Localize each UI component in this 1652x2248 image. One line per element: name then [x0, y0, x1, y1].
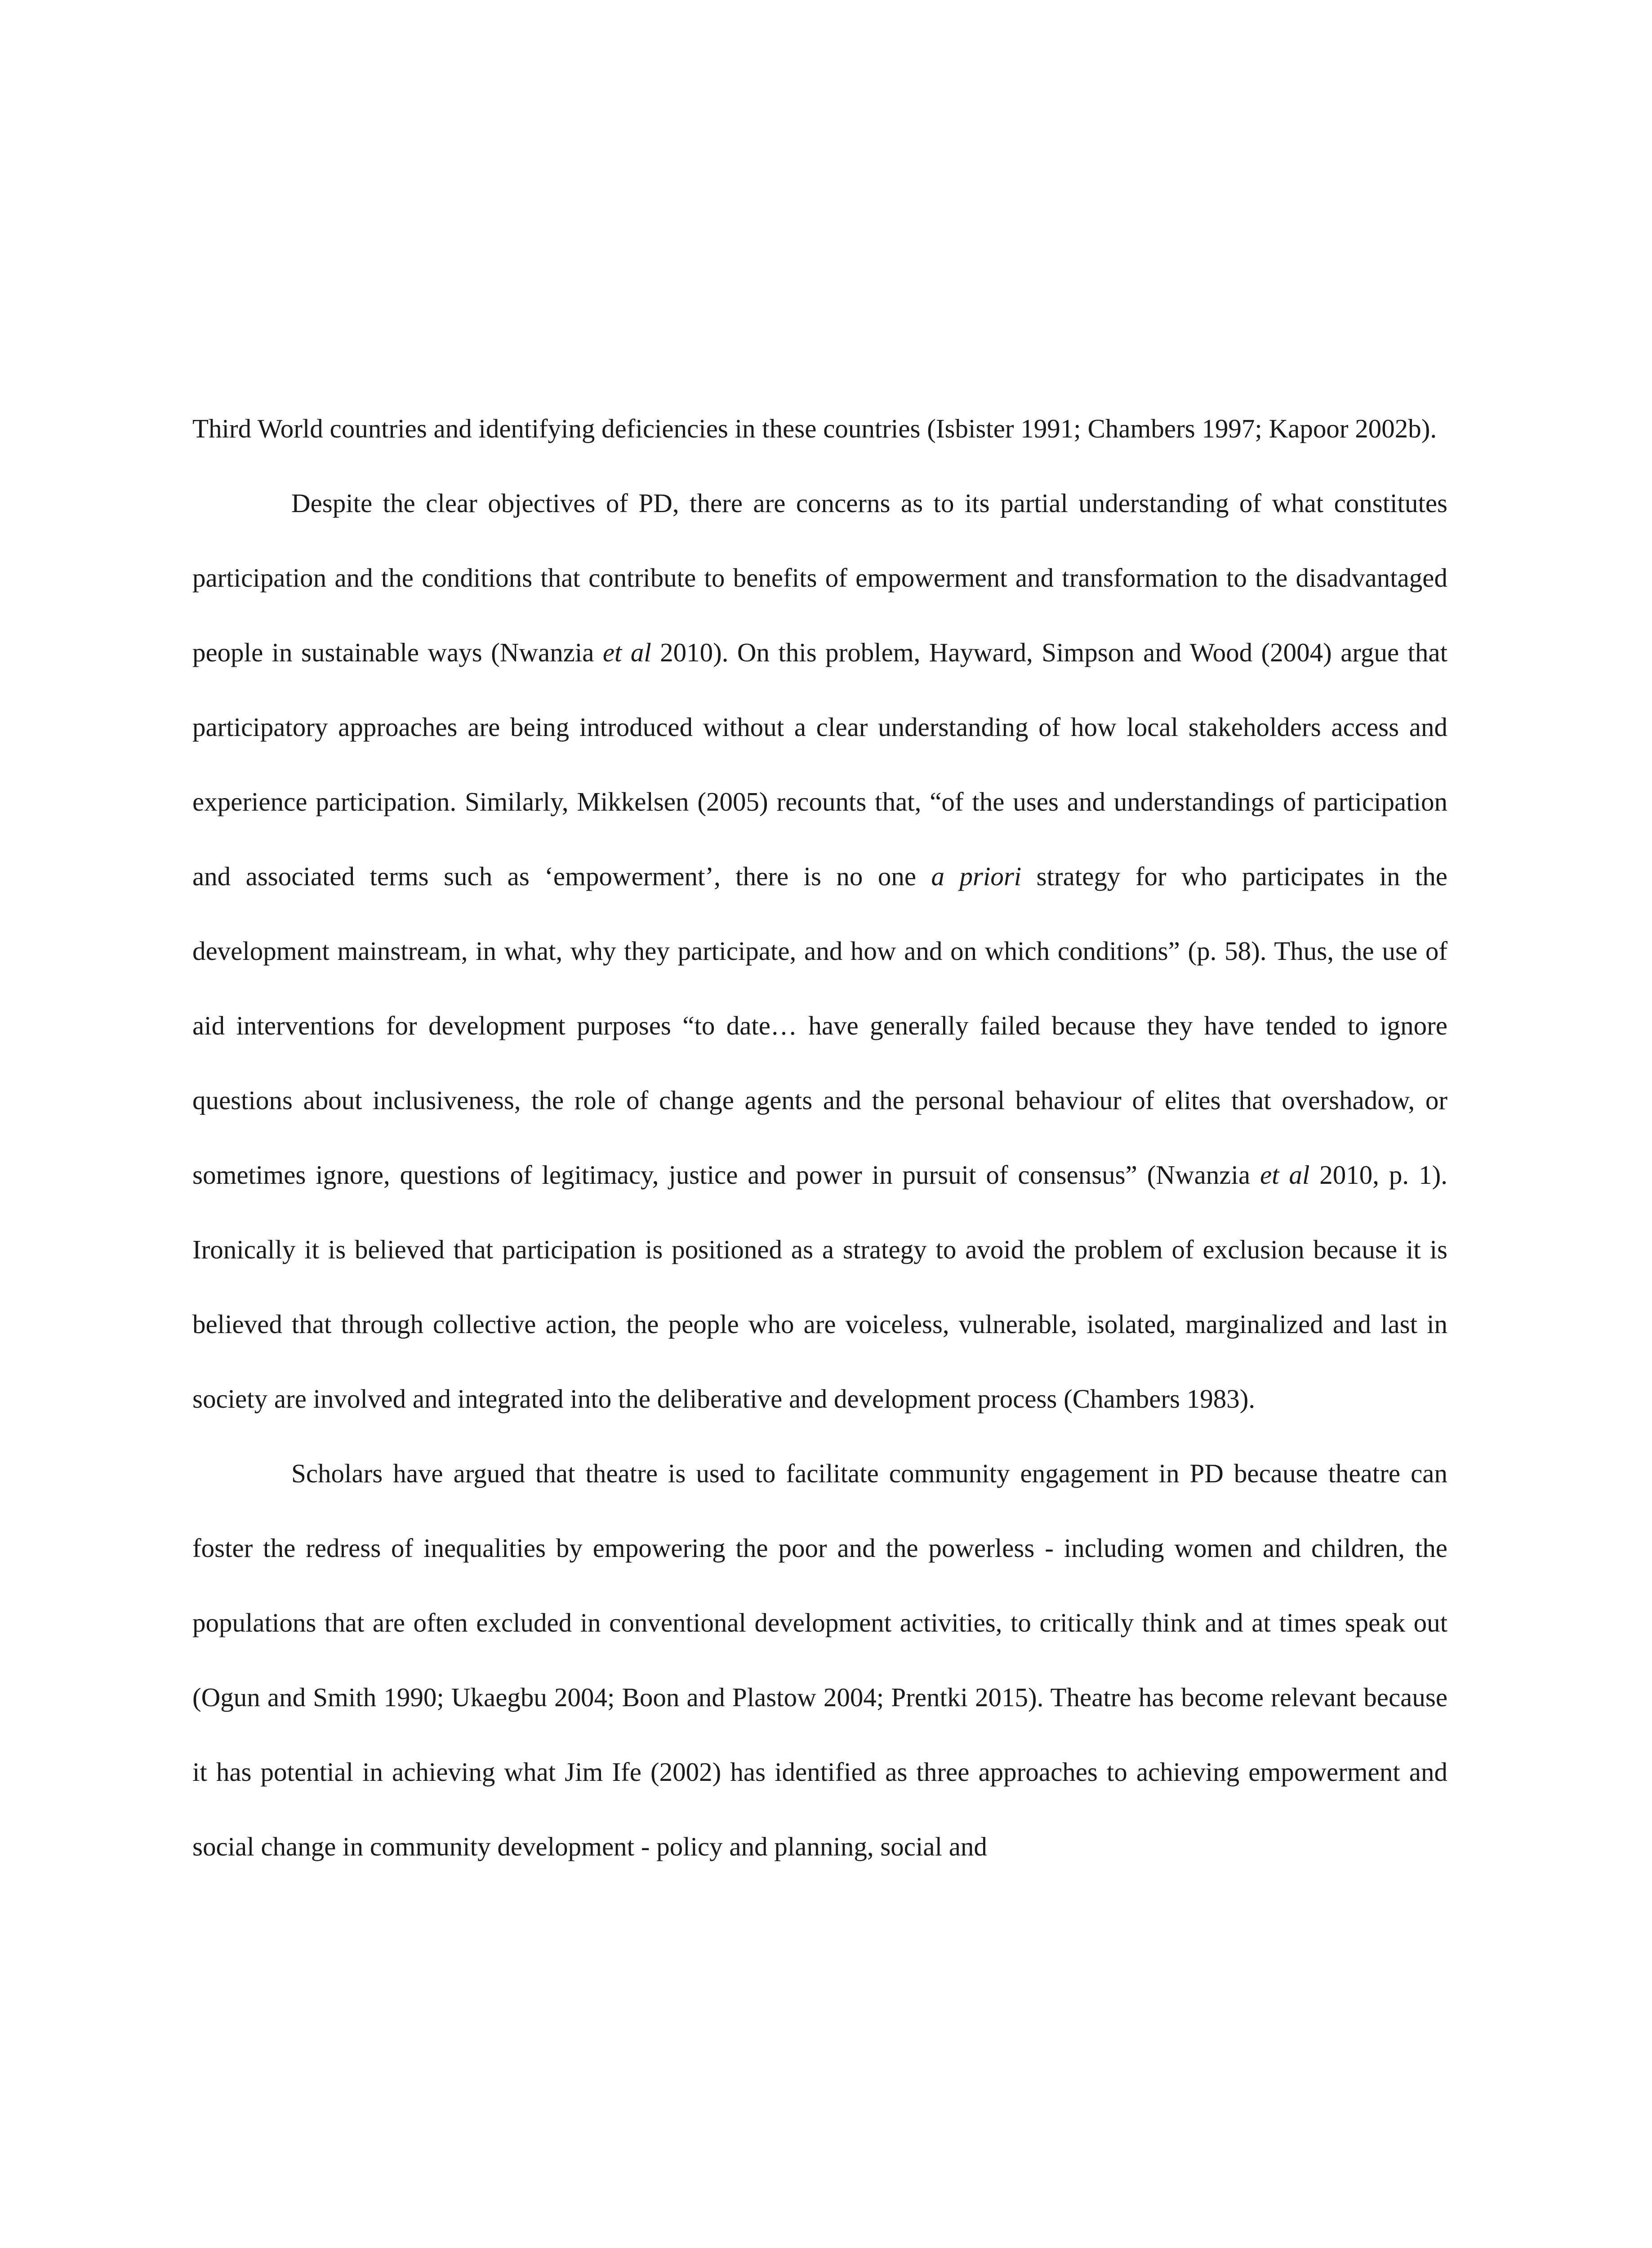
- paragraph-2-text-b: 2010). On this problem, Hayward, Simpson and Wood (2004) argue that participatory approaches are being introduced without a clear understanding of how local stakeholders access and experience participation. Similarly, Mikkelsen (2005) recounts that, “of the uses and understandings of participation and associated terms such as ‘empowerment’, there is no one: [192, 638, 1448, 891]
- paragraph-2-italic-a-priori: a priori: [931, 861, 1022, 891]
- paragraph-2-text-c: strategy for who participates in the development mainstream, in what, why they participate, and how and on which conditions” (p. 58). Thus, the use of aid interventions for development purposes “to date… have generally failed because they have tended to ignore questions about inclusiveness, the role of change agents and the personal behaviour of elites that overshadow, or sometimes ignore, questions of legitimacy, justice and power in pursuit of consensus” (Nwanzia: [192, 861, 1447, 1190]
- paragraph-1-text: Third World countries and identifying deficiencies in these countries (Isbister 1991; Chambers 1997; Kapoor 2002b).: [192, 414, 1437, 443]
- paragraph-2-text-d: 2010, p. 1). Ironically it is believed that participation is positioned as a strategy to avoid the problem of exclusion because it is believed that through collective action, the people who are voiceless, vulnerable, isolated, marginalized and last in society are involved and integrated into the deliberative and development process (Chambers 1983).: [192, 1160, 1447, 1414]
- paragraph-1: [192, 391, 1447, 466]
- paragraph-3-text: Scholars have argued that theatre is used to facilitate community engagement in PD because theatre can foster the redress of inequalities by empowering the poor and the powerless - including women and children, the populations that are often excluded in conventional development activities, to critically think and at times speak out (Ogun and Smith 1990; Ukaegbu 2004; Boon and Plastow 2004; Prentki 2015). Theatre has become relevant because it has potential in achieving what Jim Ife (2002) has identified as three approaches to achieving empowerment and social change in community development - policy and planning, social and: [192, 1459, 1447, 1861]
- paragraph-3: [192, 1436, 1447, 1884]
- paragraph-2-italic-et-al-1: et al: [602, 638, 651, 667]
- paragraph-2-italic-et-al-2: et al: [1260, 1160, 1310, 1190]
- body-text: [192, 391, 1447, 1884]
- paragraph-2-text-a: Despite the clear objectives of PD, there are concerns as to its partial understanding of what constitutes participation and the conditions that contribute to benefits of empowerment and transformation to the disadvantaged people in sustainable ways (Nwanzia: [192, 488, 1447, 667]
- paragraph-2: [192, 466, 1447, 1436]
